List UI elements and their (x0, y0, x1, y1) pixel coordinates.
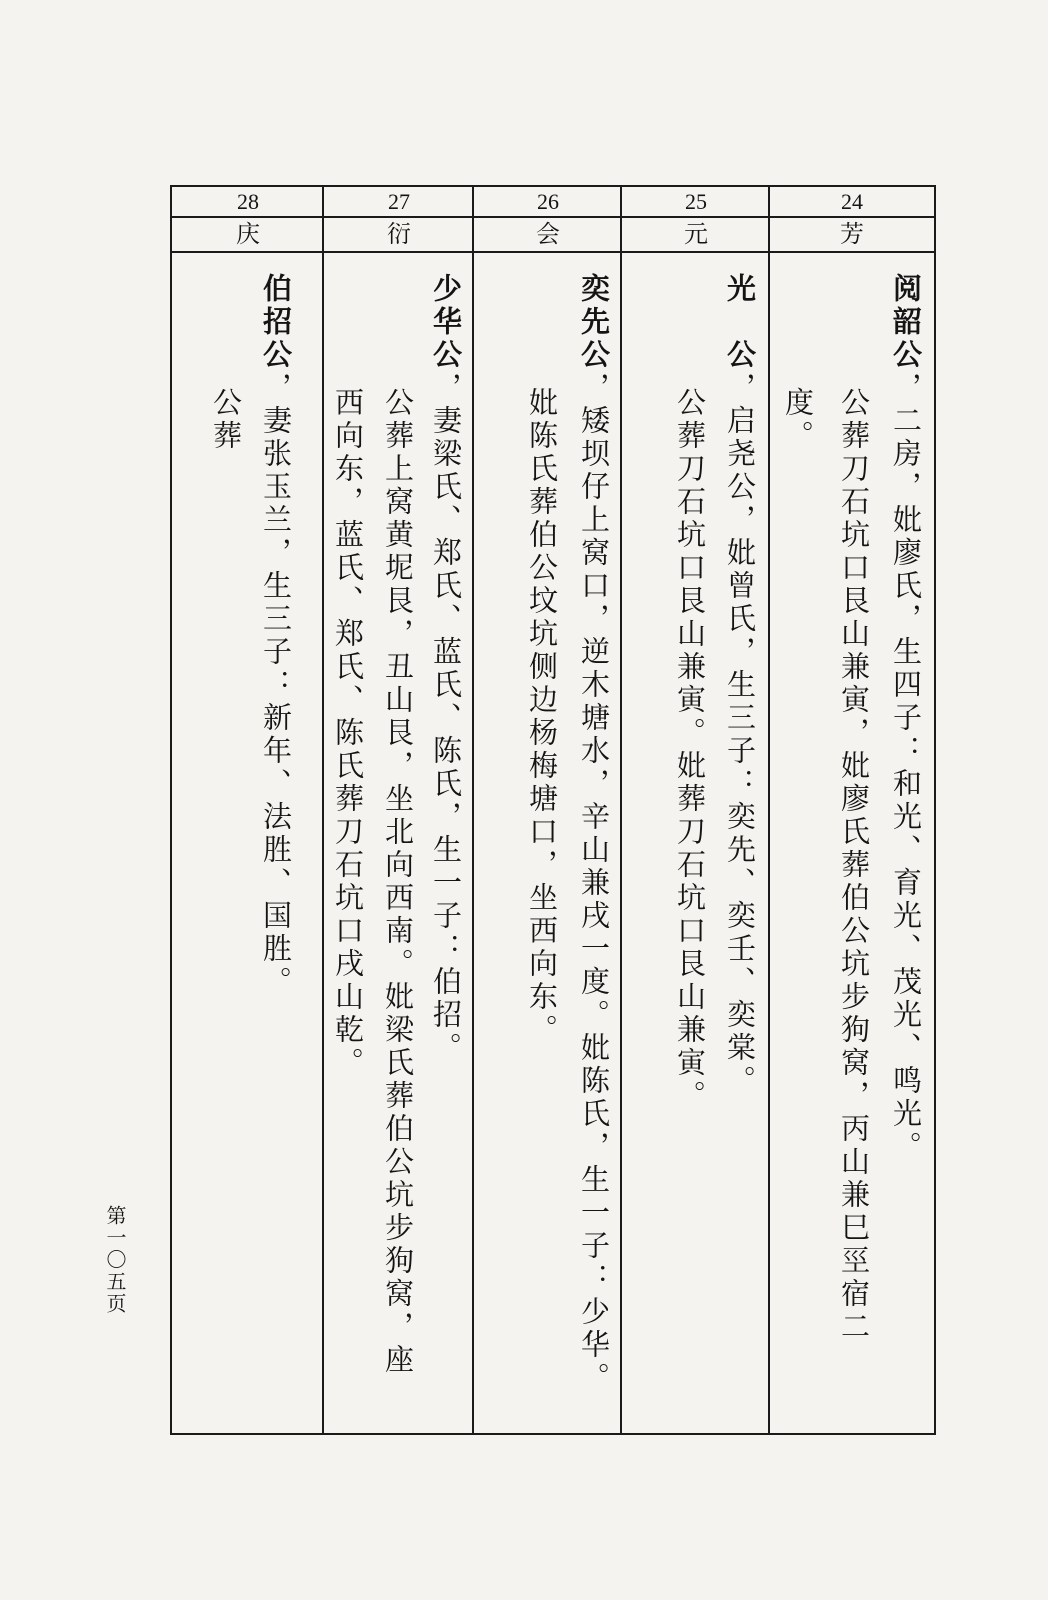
entry-line (525, 387, 559, 1047)
entry-head: 光 公 (723, 273, 757, 372)
entry-text: 西向东，蓝氏、郑氏、陈氏葬刀石坑口戌山乾。 (331, 387, 365, 1080)
entry-line (331, 387, 365, 1080)
entry-text: 公葬刀石坑口艮山兼寅，妣廖氏葬伯公坑步狗窝，丙山兼巳巠宿二 (837, 387, 871, 1344)
entry-line (577, 273, 611, 1395)
entry-line (837, 387, 871, 1344)
entry-head: 奕先公 (577, 273, 611, 372)
generation-number: 25 (622, 187, 770, 218)
entry-text: 公葬上窝黄坭艮，丑山艮，坐北向西南。妣梁氏葬伯公坑步狗窝，座 (381, 387, 415, 1377)
generation-column (472, 187, 622, 1433)
entry-line (723, 273, 757, 1098)
generation-number: 24 (770, 187, 934, 218)
entry-text: ，矮坝仔上窝口，逆木塘水，辛山兼戌一度。妣陈氏，生一子：少华。 (577, 372, 611, 1395)
entry-line (781, 387, 815, 453)
entry-head: 阅韶公 (889, 273, 923, 372)
entry-text: ，妻张玉兰，生三子：新年、法胜、国胜。 (259, 372, 293, 999)
generation-column (172, 187, 324, 1433)
generation-character: 庆 (172, 218, 324, 253)
column-body (172, 253, 324, 1433)
entry-line (889, 273, 923, 1164)
generation-column (768, 187, 934, 1433)
entry-text: ，妻梁氏、郑氏、蓝氏、陈氏，生一子：伯招。 (429, 372, 463, 1065)
entry-head: 伯招公 (259, 273, 293, 372)
generation-number: 27 (324, 187, 474, 218)
generation-character: 元 (622, 218, 770, 253)
generation-number: 28 (172, 187, 324, 218)
generation-number: 26 (474, 187, 622, 218)
generation-character: 会 (474, 218, 622, 253)
entry-head: 少华公 (429, 273, 463, 372)
page-number: 第一〇五页 (103, 1205, 127, 1315)
generation-column (620, 187, 770, 1433)
entry-text: ，二房，妣廖氏，生四子：和光、育光、茂光、鸣光。 (889, 372, 923, 1164)
entry-text: 度。 (781, 387, 815, 453)
column-body (324, 253, 474, 1433)
entry-line (673, 387, 707, 1113)
column-body (474, 253, 622, 1433)
generation-character: 衍 (324, 218, 474, 253)
generation-column (322, 187, 474, 1433)
entry-text: 妣陈氏葬伯公坟坑侧边杨梅塘口，坐西向东。 (525, 387, 559, 1047)
entry-line (381, 387, 415, 1377)
entry-line (209, 387, 243, 453)
entry-line (259, 273, 293, 999)
column-body (770, 253, 934, 1433)
entry-text: ，启尧公，妣曾氏，生三子：奕先、奕壬、奕棠。 (723, 372, 757, 1098)
entry-text: 公葬刀石坑口艮山兼寅。妣葬刀石坑口艮山兼寅。 (673, 387, 707, 1113)
entry-text: 公葬 (209, 387, 243, 453)
generation-character: 芳 (770, 218, 934, 253)
entry-line (429, 273, 463, 1065)
column-body (622, 253, 770, 1433)
genealogy-table (170, 185, 936, 1435)
